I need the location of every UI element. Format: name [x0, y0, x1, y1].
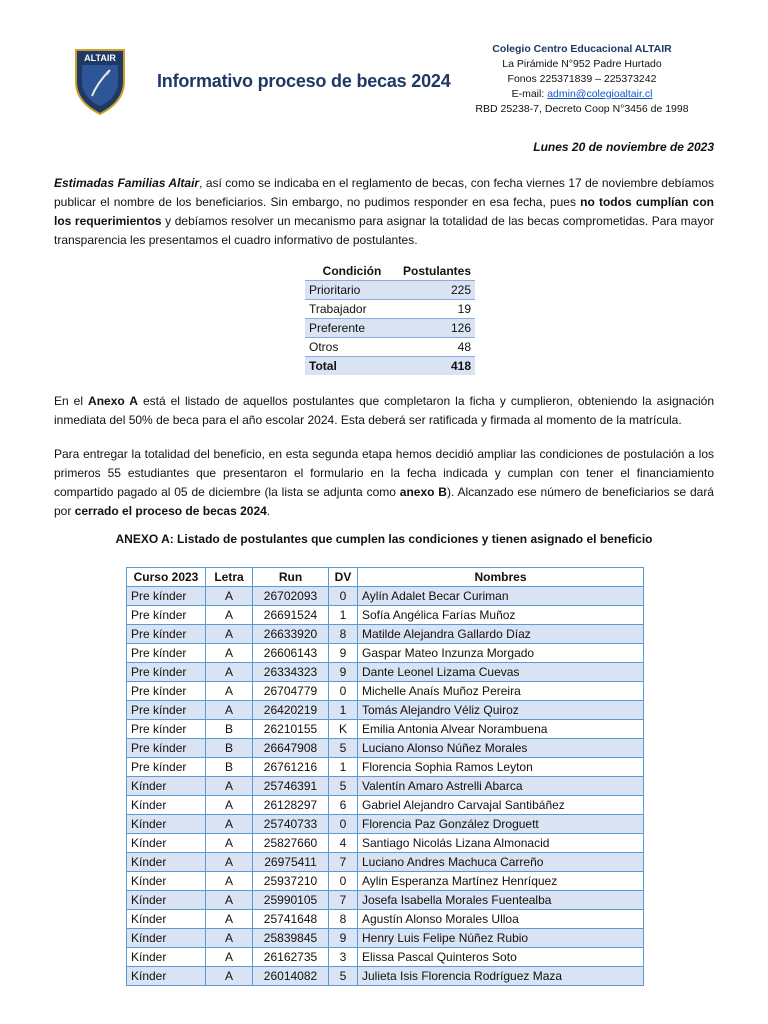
cell-run: 25839845 [253, 929, 329, 948]
table-row [127, 891, 644, 910]
table-row [127, 853, 644, 872]
cell-run: 26128297 [253, 796, 329, 815]
header-curso: Curso 2023 [127, 568, 206, 587]
second-text-2: ). Alcanzado ese número de beneficiarios se dará por [54, 485, 714, 518]
second-stage-paragraph [54, 445, 714, 521]
cell-curso: Pre kínder [127, 682, 206, 701]
cell-dv: 5 [329, 739, 358, 758]
cell-letra: A [206, 815, 253, 834]
cell-nombres: Florencia Paz González Droguett [358, 815, 644, 834]
cell-run: 26210155 [253, 720, 329, 739]
cell-curso: Pre kínder [127, 758, 206, 777]
table-row [127, 815, 644, 834]
cell-dv: 0 [329, 815, 358, 834]
intro-text-1: , así como se indicaba en el reglamento de becas, con fecha viernes 17 de noviembre debíamos publicar el nombre de los beneficiarios. Sin embargo, no pudimos responder en esa fecha, pues [54, 176, 714, 209]
cell-run: 26761216 [253, 758, 329, 777]
cell-nombres: Florencia Sophia Ramos Leyton [358, 758, 644, 777]
cell-curso: Kínder [127, 777, 206, 796]
cell-run: 25740733 [253, 815, 329, 834]
cell-nombres: Emilia Antonia Alvear Norambuena [358, 720, 644, 739]
annex-a-title: ANEXO A: Listado de postulantes que cumplen las condiciones y tienen asignado el beneficio [115, 532, 653, 546]
table-row [127, 606, 644, 625]
cell-curso: Pre kínder [127, 739, 206, 758]
document-title: Informativo proceso de becas 2024 [157, 71, 451, 91]
second-text-3: . [266, 504, 271, 518]
cell-curso: Kínder [127, 796, 206, 815]
cell-nombres: Josefa Isabella Morales Fuentealba [358, 891, 644, 910]
summary-row [305, 319, 475, 338]
cell-curso: Pre kínder [127, 663, 206, 682]
table-row [127, 872, 644, 891]
cell-dv: 1 [329, 701, 358, 720]
cell-dv: 9 [329, 663, 358, 682]
cell-run: 26691524 [253, 606, 329, 625]
cell-run: 25990105 [253, 891, 329, 910]
cell-dv: 8 [329, 625, 358, 644]
annex-b-ref: anexo B [399, 485, 447, 499]
summary-postulantes: 126 [399, 319, 475, 338]
table-row [127, 739, 644, 758]
school-contact-block [457, 42, 707, 117]
cell-curso: Kínder [127, 872, 206, 891]
annex-a-body [127, 587, 644, 986]
table-row [127, 644, 644, 663]
table-row [127, 720, 644, 739]
cell-letra: A [206, 891, 253, 910]
cell-dv: 6 [329, 796, 358, 815]
cell-nombres: Gabriel Alejandro Carvajal Santibáñez [358, 796, 644, 815]
cell-letra: A [206, 701, 253, 720]
cell-letra: B [206, 739, 253, 758]
school-name: Colegio Centro Educacional ALTAIR [492, 43, 672, 55]
cell-letra: A [206, 967, 253, 986]
summary-condicion: Preferente [305, 319, 399, 338]
cell-letra: A [206, 948, 253, 967]
school-phones: Fonos 225371839 – 225373242 [507, 73, 657, 85]
cell-nombres: Elissa Pascal Quinteros Soto [358, 948, 644, 967]
table-row [127, 967, 644, 986]
intro-text-2: y debíamos resolver un mecanismo para asignar la totalidad de las becas comprometidas. Para mayor transparencia les presentamos el cuadro informativo de postulantes. [54, 214, 714, 247]
cell-letra: A [206, 872, 253, 891]
cell-dv: 0 [329, 872, 358, 891]
cell-nombres: Gaspar Mateo Inzunza Morgado [358, 644, 644, 663]
email-label: E-mail: [511, 88, 548, 100]
cell-nombres: Valentín Amaro Astrelli Abarca [358, 777, 644, 796]
cell-run: 26975411 [253, 853, 329, 872]
annex-a-header-row [127, 568, 644, 587]
summary-condicion: Otros [305, 338, 399, 357]
table-row [127, 682, 644, 701]
cell-run: 25827660 [253, 834, 329, 853]
cell-nombres: Julieta Isis Florencia Rodríguez Maza [358, 967, 644, 986]
summary-postulantes: 48 [399, 338, 475, 357]
cell-nombres: Dante Leonel Lizama Cuevas [358, 663, 644, 682]
cell-dv: 7 [329, 853, 358, 872]
annex-a-text-1: En el [54, 394, 89, 408]
cell-nombres: Tomás Alejandro Véliz Quiroz [358, 701, 644, 720]
cell-dv: 5 [329, 967, 358, 986]
cell-dv: 7 [329, 891, 358, 910]
table-row [127, 948, 644, 967]
cell-letra: B [206, 720, 253, 739]
cell-nombres: Luciano Andres Machuca Carreño [358, 853, 644, 872]
summary-row [305, 281, 475, 300]
school-email-line [457, 87, 707, 102]
cell-nombres: Matilde Alejandra Gallardo Díaz [358, 625, 644, 644]
table-row [127, 758, 644, 777]
cell-letra: A [206, 625, 253, 644]
cell-letra: A [206, 910, 253, 929]
cell-letra: A [206, 663, 253, 682]
cell-dv: 0 [329, 682, 358, 701]
cell-run: 26162735 [253, 948, 329, 967]
intro-paragraph [54, 174, 714, 250]
summary-row [305, 338, 475, 357]
document-date: Lunes 20 de noviembre de 2023 [533, 140, 714, 154]
cell-letra: A [206, 834, 253, 853]
cell-letra: A [206, 796, 253, 815]
cell-curso: Kínder [127, 929, 206, 948]
school-address: La Pirámide N°952 Padre Hurtado [502, 58, 662, 70]
greeting: Estimadas Familias Altair [54, 176, 200, 190]
cell-curso: Pre kínder [127, 701, 206, 720]
cell-curso: Pre kínder [127, 644, 206, 663]
cell-run: 26647908 [253, 739, 329, 758]
summary-condicion: Prioritario [305, 281, 399, 300]
cell-run: 26702093 [253, 587, 329, 606]
cell-run: 26014082 [253, 967, 329, 986]
cell-dv: 9 [329, 644, 358, 663]
cell-nombres: Santiago Nicolás Lizana Almonacid [358, 834, 644, 853]
header-letra: Letra [206, 568, 253, 587]
altair-shield-logo [72, 48, 128, 116]
cell-dv: 3 [329, 948, 358, 967]
logo-lettering: ALTAIR [84, 53, 116, 63]
cell-letra: A [206, 587, 253, 606]
cell-curso: Kínder [127, 815, 206, 834]
table-row [127, 701, 644, 720]
table-row [127, 796, 644, 815]
cell-letra: A [206, 682, 253, 701]
header-run: Run [253, 568, 329, 587]
annex-a-ref: Anexo A [88, 394, 138, 408]
cell-curso: Kínder [127, 853, 206, 872]
cell-nombres: Luciano Alonso Núñez Morales [358, 739, 644, 758]
cell-letra: A [206, 606, 253, 625]
cell-nombres: Henry Luis Felipe Núñez Rubio [358, 929, 644, 948]
table-row [127, 777, 644, 796]
summary-postulantes: 225 [399, 281, 475, 300]
cell-curso: Kínder [127, 834, 206, 853]
cell-dv: 9 [329, 929, 358, 948]
process-closed-emphasis: cerrado el proceso de becas 2024 [74, 504, 267, 518]
cell-nombres: Sofía Angélica Farías Muñoz [358, 606, 644, 625]
summary-total-label: Total [305, 357, 399, 376]
cell-run: 25937210 [253, 872, 329, 891]
cell-letra: A [206, 777, 253, 796]
annex-a-table [126, 567, 644, 986]
cell-run: 26633920 [253, 625, 329, 644]
summary-condicion: Trabajador [305, 300, 399, 319]
cell-curso: Pre kínder [127, 587, 206, 606]
cell-dv: 0 [329, 587, 358, 606]
table-row [127, 834, 644, 853]
second-text-1: Para entregar la totalidad del beneficio, en esta segunda etapa hemos decidió ampliar las condiciones de postulación a los primeros 55 estudiantes que presentaron el formulario en la fecha indicada y cumplan con tener el financiamiento compartido pagado al 05 de diciembre (la lista se adjunta como [54, 447, 714, 499]
intro-emphasis: no todos cumplían con los requerimientos [54, 195, 714, 228]
cell-curso: Kínder [127, 967, 206, 986]
cell-letra: A [206, 929, 253, 948]
cell-run: 25746391 [253, 777, 329, 796]
summary-header-condicion: Condición [322, 263, 382, 278]
annex-a-text-2: está el listado de aquellos postulantes que completaron la ficha y cumplieron, obteniendo la asignación inmediata del 50% de beca para el año escolar 2024. Esta deberá ser ratificada y firmada al momento de la matrícula. [54, 394, 714, 427]
cell-letra: A [206, 644, 253, 663]
cell-letra: B [206, 758, 253, 777]
table-row [127, 663, 644, 682]
cell-run: 26334323 [253, 663, 329, 682]
cell-letra: A [206, 853, 253, 872]
cell-curso: Kínder [127, 910, 206, 929]
cell-curso: Pre kínder [127, 720, 206, 739]
cell-dv: 8 [329, 910, 358, 929]
cell-run: 26606143 [253, 644, 329, 663]
summary-total-row [305, 357, 475, 376]
cell-nombres: Michelle Anaís Muñoz Pereira [358, 682, 644, 701]
cell-curso: Kínder [127, 891, 206, 910]
cell-nombres: Aylín Adalet Becar Curiman [358, 587, 644, 606]
table-row [127, 910, 644, 929]
annex-a-paragraph [54, 392, 714, 430]
summary-header-postulantes: Postulantes [403, 263, 472, 278]
cell-curso: Pre kínder [127, 606, 206, 625]
school-rbd: RBD 25238-7, Decreto Coop N°3456 de 1998 [475, 103, 689, 115]
cell-dv: 1 [329, 606, 358, 625]
table-row [127, 587, 644, 606]
email-link[interactable]: admin@colegioaltair.cl [547, 88, 653, 100]
cell-nombres: Agustín Alonso Morales Ulloa [358, 910, 644, 929]
table-row [127, 929, 644, 948]
summary-postulantes: 19 [399, 300, 475, 319]
cell-curso: Kínder [127, 948, 206, 967]
cell-run: 25741648 [253, 910, 329, 929]
cell-nombres: Aylin Esperanza Martínez Henríquez [358, 872, 644, 891]
cell-dv: 5 [329, 777, 358, 796]
cell-run: 26420219 [253, 701, 329, 720]
cell-curso: Pre kínder [127, 625, 206, 644]
applicants-summary-table [305, 261, 475, 375]
header-dv: DV [329, 568, 358, 587]
summary-total-value: 418 [399, 357, 475, 376]
table-row [127, 625, 644, 644]
summary-row [305, 300, 475, 319]
cell-run: 26704779 [253, 682, 329, 701]
cell-dv: K [329, 720, 358, 739]
cell-dv: 1 [329, 758, 358, 777]
cell-dv: 4 [329, 834, 358, 853]
header-nombres: Nombres [358, 568, 644, 587]
